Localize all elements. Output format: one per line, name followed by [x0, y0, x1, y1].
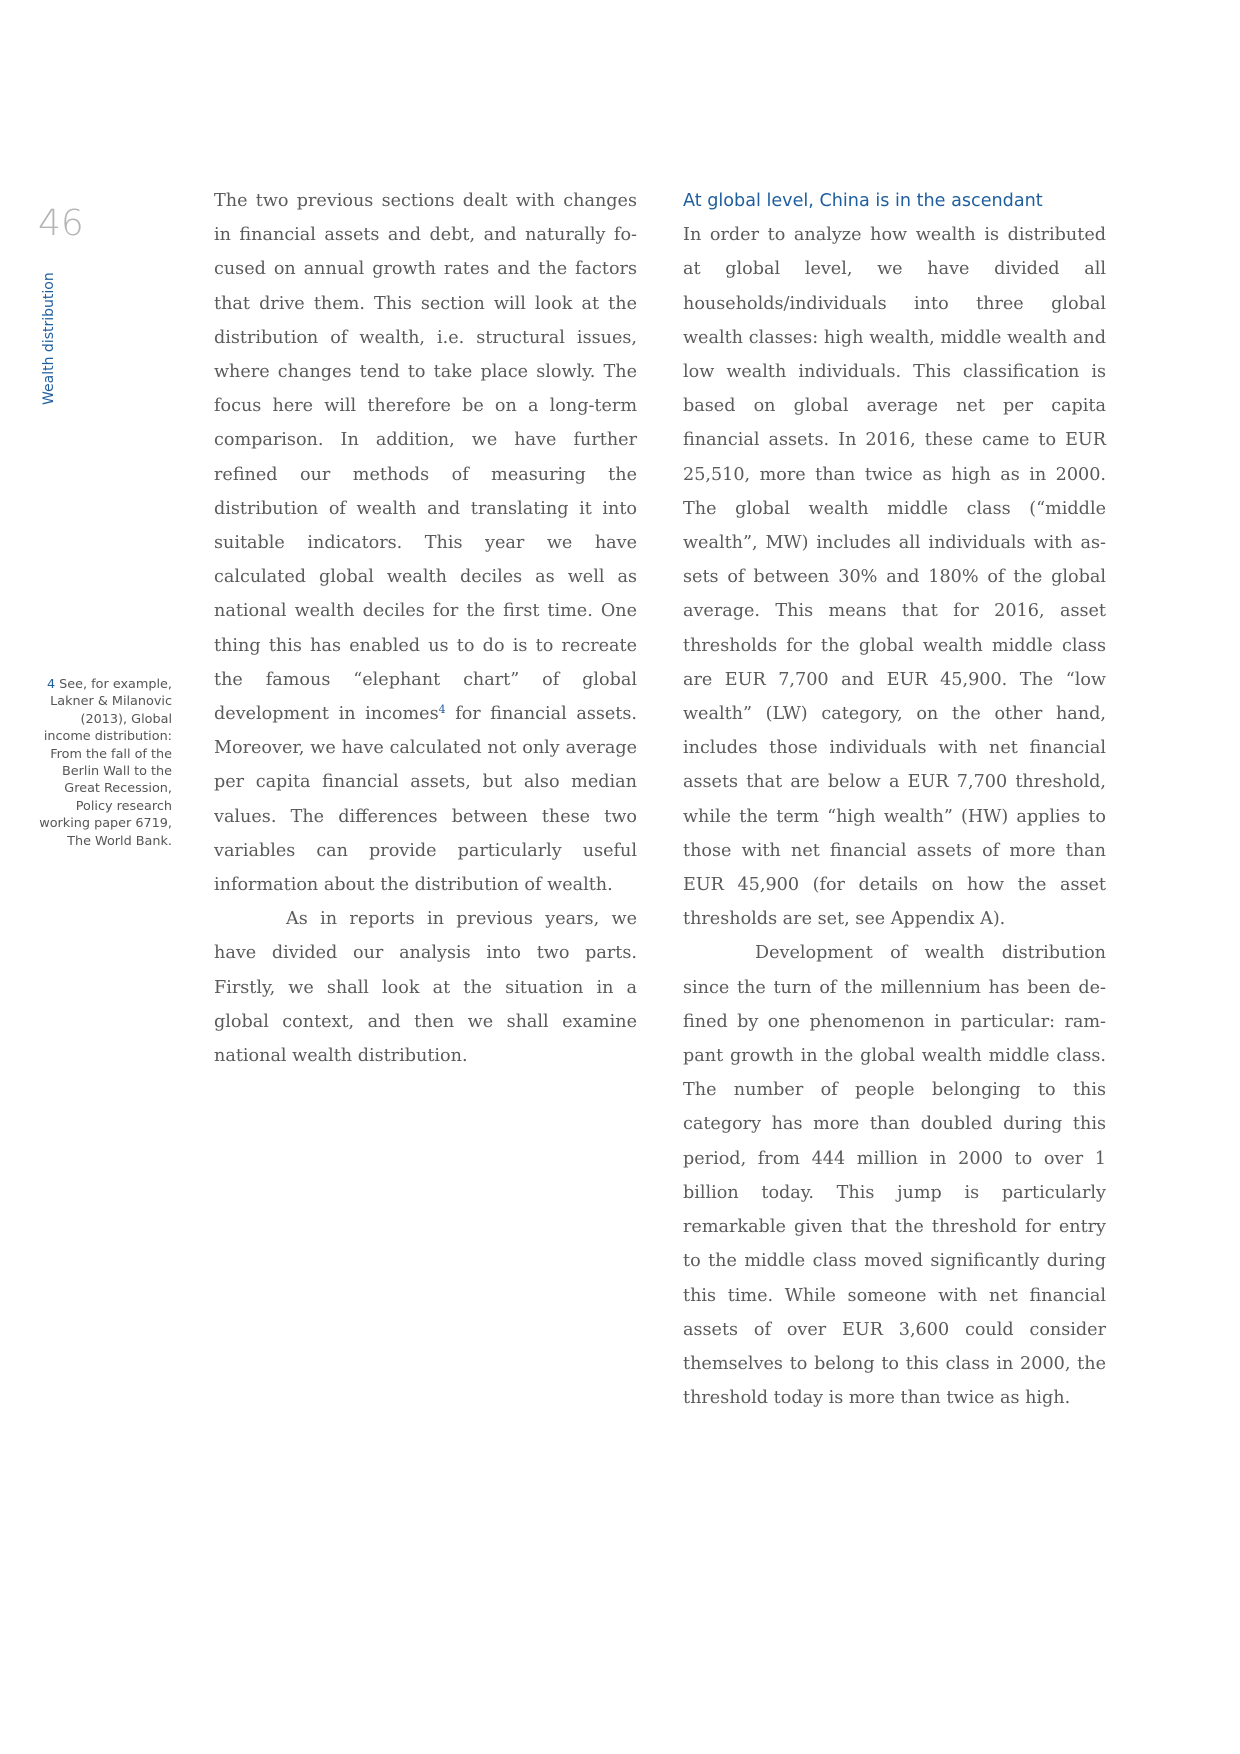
right-paragraph-1: In order to analyze how wealth is distributed at global level, we have divided all households/individuals into three global wealth classes: high wealth, middle wealth and low wealth individuals. This classification is based on global average net per capita financial assets. In 2016, these came to EUR 25,510, more than twice as high as in 2000. The global wealth middle class (“middle wealth”, MW) includes all individuals with assets of between 30% and 180% of the global average. This means that for 2016, asset thresholds for the global wealth middle class are EUR 7,700 and EUR 45,900. The “low wealth” (LW) category, on the other hand, includes those individuals with net financial assets that are below a EUR 7,700 threshold, while the term “high wealth” (HW) applies to those with net financial assets of more than EUR 45,900 (for details on how the asset thresholds are set, see Appendix A). [683, 225, 1106, 930]
footnote [34, 676, 172, 850]
page-number: 46 [38, 203, 84, 244]
left-column [214, 184, 637, 1073]
left-paragraph-1-text-b: for financial assets. Moreover, we have calculated not only average per capita financial assets, but also median values. The differences between these two variables can provide particularly useful information about the distribution of wealth. [214, 704, 637, 896]
left-paragraph-1 [214, 184, 637, 902]
footnote-number: 4 [46, 677, 56, 692]
right-column [683, 184, 1106, 1415]
footnote-text: See, for example, Lakner & Milanovic (2013), Global income distribution: From the fall of the Berlin Wall to the Great Recession, Policy research working paper 6719, The World Bank. [39, 677, 172, 849]
left-paragraph-2: As in reports in previous years, we have divided our analysis into two parts. Firstly, we shall look at the situation in a global context, and then we shall examine national wealth distribution. [214, 909, 637, 1067]
footnote-reference: 4 [438, 703, 446, 717]
left-paragraph-1-text-a: The two previous sections dealt with changes in financial assets and debt, and naturally focused on annual growth rates and the factors that drive them. This section will look at the distribution of wealth, i.e. structural issues, where changes tend to take place slowly. The focus here will therefore be on a long-term comparison. In addition, we have further refined our methods of measuring the distribution of wealth and translating it into suitable indicators. This year we have calculated global wealth deciles as well as national wealth deciles for the first time. One thing this has enabled us to do is to recreate the famous “elephant chart” of global development in incomes [214, 191, 637, 725]
section-label: Wealth distribution [41, 272, 57, 405]
right-paragraph-2: Development of wealth distribution since the turn of the millennium has been defined by one phenomenon in particular: rampant growth in the global wealth middle class. The number of people belonging to this category has more than doubled during this period, from 444 million in 2000 to over 1 billion today. This jump is particularly remarkable given that the threshold for entry to the middle class moved significantly during this time. While someone with net financial assets of over EUR 3,600 could consider themselves to belong to this class in 2000, the threshold today is more than twice as high. [683, 943, 1106, 1409]
section-heading: At global level, China is in the ascendant [683, 191, 1043, 211]
